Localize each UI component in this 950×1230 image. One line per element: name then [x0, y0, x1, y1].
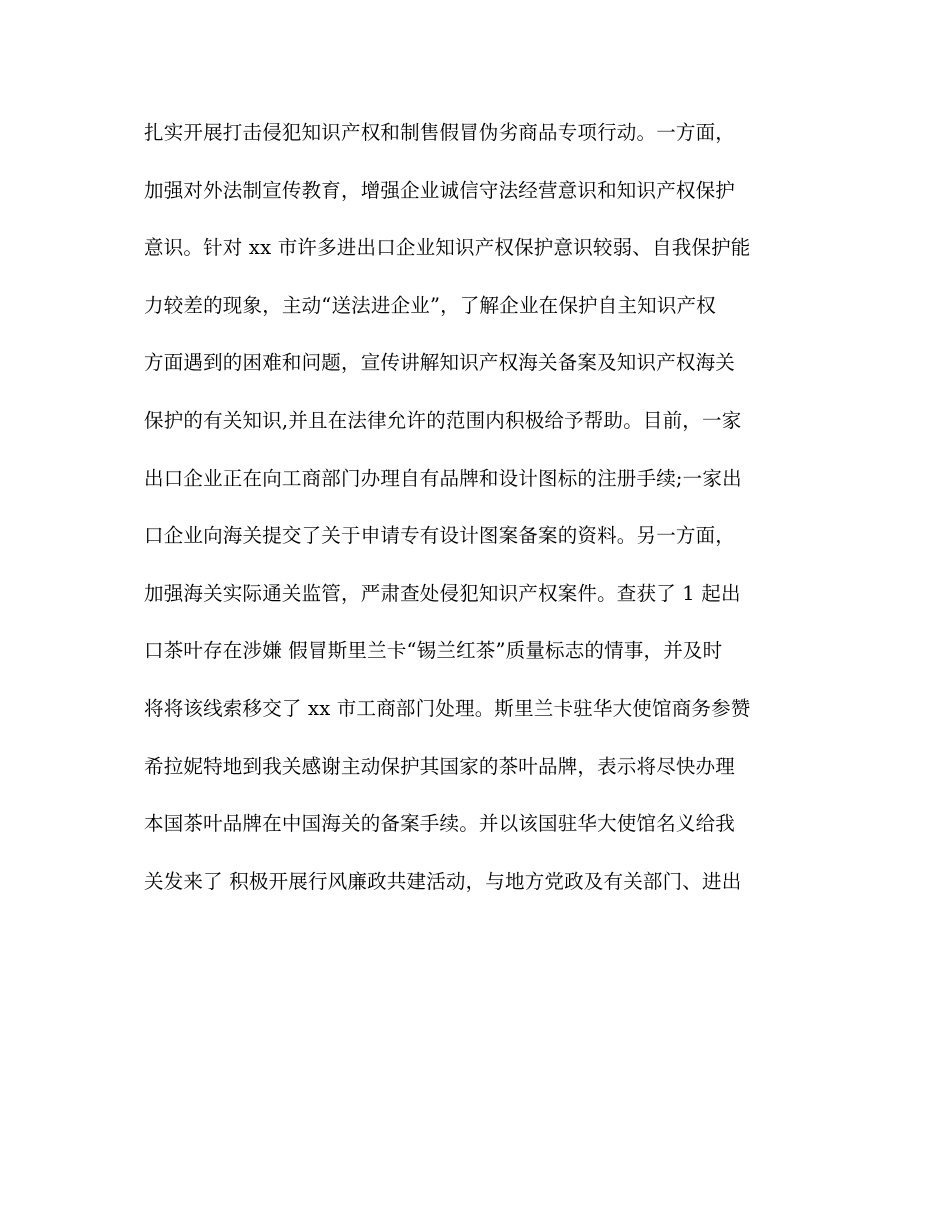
body-paragraph: [144, 122, 814, 928]
text-line-14: 关发来了 积极开展行风廉政共建活动，与地方党政及有关部门、进出: [144, 869, 742, 893]
text-line-3: 意识。针对 xx 市许多进出口企业知识产权保护意识较弱、自我保护能: [144, 236, 751, 260]
text-line-6: 保护的有关知识,并且在法律允许的范围内积极给予帮助。目前，一家: [144, 408, 742, 432]
text-line-5: 方面遇到的困难和问题，宣传讲解知识产权海关备案及知识产权海关: [144, 351, 736, 375]
text-line-7: 出口企业正在向工商部门办理自有品牌和设计图标的注册手续;一家出: [144, 466, 742, 490]
text-line-11: 将将该线索移交了 xx 市工商部门处理。斯里兰卡驻华大使馆商务参赞: [144, 696, 751, 720]
text-line-12: 希拉妮特地到我关感谢主动保护其国家的茶叶品牌，表示将尽快办理: [144, 754, 736, 778]
text-line-4: 力较差的现象，主动“送法进企业”，了解企业在保护自主知识产权: [144, 293, 716, 317]
text-line-9: 加强海关实际通关监管，严肃查处侵犯知识产权案件。查获了 1 起出: [144, 581, 741, 605]
text-line-13: 本国茶叶品牌在中国海关的备案手续。并以该国驻华大使馆名义给我: [144, 812, 736, 836]
text-line-10: 口茶叶存在涉嫌 假冒斯里兰卡“锡兰红茶”质量标志的情事，并及时: [144, 639, 723, 663]
text-line-8: 口企业向海关提交了关于申请专有设计图案备案的资料。另一方面，: [144, 524, 736, 548]
text-line-2: 加强对外法制宣传教育，增强企业诚信守法经营意识和知识产权保护: [144, 178, 736, 202]
text-line-1: 扎实开展打击侵犯知识产权和制售假冒伪劣商品专项行动。一方面，: [144, 121, 736, 144]
